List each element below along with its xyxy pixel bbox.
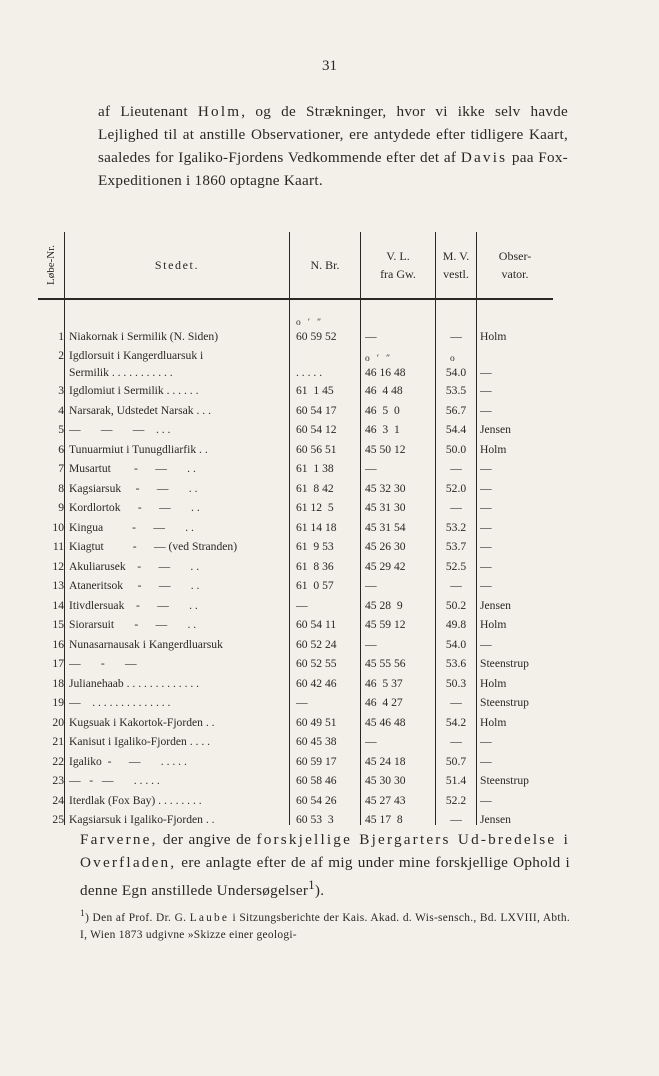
- row-m-v: 51.4: [445, 774, 467, 788]
- row-observator: Holm: [480, 329, 507, 343]
- row-v-l: 46 16 48: [365, 366, 406, 379]
- row-number: 13: [52, 579, 64, 593]
- row-n-br: 60 52 55: [296, 657, 337, 671]
- row-observator: Jensen: [480, 423, 511, 437]
- row-place: Musartut - — . .: [69, 462, 196, 476]
- row-observator: —: [480, 579, 492, 593]
- row-m-v: 53.2: [445, 520, 467, 534]
- row-n-br: 60 49 51: [296, 715, 337, 729]
- row-place: Narsarak, Udstedet Narsak . . .: [69, 403, 211, 417]
- table-row: [38, 715, 553, 730]
- table-row: [38, 578, 553, 593]
- row-place: Nunasarnausak i Kangerdluarsuk: [69, 637, 223, 651]
- table-row: [38, 812, 553, 827]
- row-m-v: 54.2: [445, 715, 467, 729]
- row-observator: Jensen: [480, 813, 511, 827]
- table-row: [38, 773, 553, 788]
- row-place: Igaliko - — . . . . .: [69, 754, 187, 768]
- row-v-l: 45 24 18: [365, 754, 406, 768]
- table-row: [38, 422, 553, 437]
- row-m-v: 54.4: [445, 423, 467, 437]
- row-m-v: —: [450, 329, 462, 343]
- footnote-author: Laube: [189, 911, 230, 924]
- row-v-l: 45 55 56: [365, 657, 406, 671]
- header-lobe-nr-label: Løbe-Nr.: [45, 244, 58, 286]
- row-observator: —: [480, 754, 492, 768]
- page-number: 31: [322, 58, 337, 74]
- row-v-l: 45 32 30: [365, 481, 406, 495]
- row-place: Julianehaab . . . . . . . . . . . . .: [69, 676, 200, 690]
- row-m-v: 56.7: [445, 403, 467, 417]
- table-row: [38, 676, 553, 691]
- header-m-v-line2: vestl.: [443, 267, 469, 281]
- table-row: [38, 598, 553, 613]
- column-divider: [64, 232, 65, 298]
- row-place: Itivdlersuak - — . .: [69, 598, 198, 612]
- row-v-l: 46 4 27: [365, 696, 403, 710]
- row-number: 12: [52, 559, 64, 573]
- header-v-l: [361, 232, 435, 298]
- row-observator: —: [480, 366, 492, 379]
- row-place: Igdlomiut i Sermilik . . . . . .: [69, 384, 199, 398]
- row-m-v: —: [450, 462, 462, 476]
- row-n-br: 60 58 46: [296, 774, 337, 788]
- row-place: — - —: [69, 657, 137, 671]
- row-m-v: 54.0: [445, 637, 467, 651]
- header-stedet: [65, 232, 289, 298]
- row-number: 9: [58, 501, 64, 515]
- outro-plain-1: der angive de: [157, 831, 257, 848]
- table-row: [38, 348, 553, 363]
- row-m-v: 50.0: [445, 442, 467, 456]
- row-number: 15: [52, 618, 64, 632]
- row-v-l: —: [365, 462, 377, 476]
- row-m-v: 49.8: [445, 618, 467, 632]
- row-v-l: 45 59 12: [365, 618, 406, 632]
- column-divider: [435, 232, 436, 298]
- row-m-v: 53.5: [445, 384, 467, 398]
- row-number: 25: [52, 813, 64, 827]
- row-n-br: 60 42 46: [296, 676, 337, 690]
- outro-spaced-2: forskjellige Bjergarters Ud-bredelse i Overfladen,: [80, 831, 570, 871]
- row-observator: Jensen: [480, 598, 511, 612]
- outro-end: ).: [314, 882, 325, 900]
- row-v-l: 46 3 1: [365, 423, 400, 437]
- row-n-br: 61 8 36: [296, 559, 334, 573]
- row-place: Niakornak i Sermilik (N. Siden): [69, 329, 219, 343]
- row-number: 7: [58, 462, 64, 476]
- row-place: — - — . . . . .: [69, 774, 160, 788]
- row-v-l: 45 50 12: [365, 442, 406, 456]
- row-observator: —: [480, 793, 492, 807]
- row-observator: —: [480, 462, 492, 476]
- intro-text-start: af Lieutenant: [98, 103, 198, 120]
- row-observator: Steenstrup: [480, 696, 529, 710]
- row-observator: —: [480, 403, 492, 417]
- row-n-br: 60 52 24: [296, 637, 337, 651]
- row-n-br: —: [296, 696, 308, 710]
- row-place: Kordlortok - — . .: [69, 501, 200, 515]
- row-place: Kiagtut - — (ved Stranden): [69, 540, 238, 554]
- footnote-text-end: i Sitzungsberichte der Kais. Akad. d. Wis-sensch., Bd. LXVIII, Abth. I, Wien 1873 udgivne »Skizze einer geologi-: [80, 911, 570, 941]
- table-header: [38, 232, 553, 300]
- row-n-br: 60 59 52: [296, 329, 337, 343]
- row-n-br: 61 8 42: [296, 481, 334, 495]
- row-number: 10: [52, 520, 64, 534]
- row-observator: Holm: [480, 618, 507, 632]
- table-row: [38, 734, 553, 749]
- header-observator: [477, 232, 553, 298]
- row-v-l: —: [365, 735, 377, 749]
- table-row: [38, 637, 553, 652]
- row-number: 11: [52, 540, 64, 554]
- table-row: [38, 383, 553, 398]
- footnote-mark: 1: [80, 909, 86, 919]
- row-observator: Holm: [480, 676, 507, 690]
- row-place: Siorarsuit - — . .: [69, 618, 197, 632]
- row-place: Kingua - — . .: [69, 520, 194, 534]
- row-v-l: 45 46 48: [365, 715, 406, 729]
- table-row: [38, 539, 553, 554]
- table-row: [38, 520, 553, 535]
- table-row: [38, 481, 553, 496]
- row-v-l: 45 30 30: [365, 774, 406, 788]
- row-observator: —: [480, 735, 492, 749]
- header-v-l-line1: V. L.: [386, 249, 410, 263]
- row-number: 8: [58, 481, 64, 495]
- row-v-l: —: [365, 329, 377, 343]
- row-n-br: —: [296, 598, 308, 612]
- row-n-br: 61 12 5: [296, 501, 334, 515]
- row-m-v: 53.7: [445, 540, 467, 554]
- row-observator: —: [480, 501, 492, 515]
- row-number: 14: [52, 598, 64, 612]
- row-n-br: 61 9 53: [296, 540, 334, 554]
- table-row: [38, 461, 553, 476]
- observation-table: [38, 232, 553, 825]
- outro-spaced-1: Farverne,: [80, 831, 158, 848]
- row-v-l: 46 4 48: [365, 384, 403, 398]
- row-number: 17: [52, 657, 64, 671]
- row-place: Tunuarmiut i Tunugdliarfik . .: [69, 442, 208, 456]
- row-place: Ataneritsok - — . .: [69, 579, 200, 593]
- table-row: [38, 365, 553, 380]
- row-number: 21: [52, 735, 64, 749]
- row-observator: —: [480, 384, 492, 398]
- row-v-l: —: [365, 637, 377, 651]
- row-place: — . . . . . . . . . . . . . .: [69, 696, 171, 710]
- table-body: [38, 300, 553, 825]
- row-observator: Steenstrup: [480, 657, 529, 671]
- row-number: 19: [52, 696, 64, 710]
- row-v-l: 46 5 0: [365, 403, 400, 417]
- closing-paragraph: [80, 828, 570, 902]
- intro-name-holm: Holm: [197, 103, 242, 120]
- intro-paragraph: [98, 100, 568, 192]
- row-place: Igdlorsuit i Kangerdluarsuk i: [69, 349, 204, 363]
- row-n-br: 61 0 57: [296, 579, 334, 593]
- intro-name-davis: Davis: [460, 149, 508, 166]
- row-n-br: 60 54 17: [296, 403, 337, 417]
- row-n-br: 60 54 12: [296, 423, 337, 437]
- header-n-br: [290, 232, 360, 298]
- intro-text-middle: , og de Strækninger, hvor vi ikke selv havde Lejlighed til at anstille Observationer, ere antydede efter tidligere Kaart, saaledes for Igaliko-Fjordens Vedkommende efter det af: [98, 103, 568, 166]
- intro-text-end: paa Fox-Expeditionen i 1860 optagne Kaart.: [98, 149, 568, 189]
- row-m-v: —: [450, 579, 462, 593]
- table-row: [38, 656, 553, 671]
- table-row: [38, 403, 553, 418]
- row-m-v: —: [450, 501, 462, 515]
- row-n-br: 61 1 38: [296, 462, 334, 476]
- row-n-br: 61 1 45: [296, 384, 334, 398]
- row-place: Kagsiarsuk i Igaliko-Fjorden . .: [69, 813, 215, 827]
- table-row: [38, 329, 553, 344]
- outro-plain-2: ere anlagte efter de af mig under mine forskjellige Ophold i denne Egn anstillede Undersøgelser: [80, 854, 570, 900]
- row-place: Iterdlak (Fox Bay) . . . . . . . .: [69, 793, 202, 807]
- table-row: [38, 695, 553, 710]
- row-v-l: 45 28 9: [365, 598, 403, 612]
- column-divider: [289, 232, 290, 298]
- header-v-l-line2: fra Gw.: [380, 267, 416, 281]
- header-lobe-nr: [38, 232, 64, 298]
- row-n-br: 60 56 51: [296, 442, 337, 456]
- degree-mark-v-l: o ′ ″: [365, 354, 391, 364]
- row-place: Sermilik . . . . . . . . . . .: [69, 366, 173, 379]
- table-row: [38, 442, 553, 457]
- footnote-text-start: ) Den af Prof. Dr. G.: [85, 911, 190, 924]
- row-place: Kugsuak i Kakortok-Fjorden . .: [69, 715, 215, 729]
- row-number: 6: [58, 442, 64, 456]
- row-v-l: 46 5 37: [365, 676, 403, 690]
- row-v-l: —: [365, 579, 377, 593]
- row-observator: —: [480, 540, 492, 554]
- row-observator: Holm: [480, 442, 507, 456]
- table-row: [38, 754, 553, 769]
- header-n-br-label: N. Br.: [310, 258, 340, 272]
- row-m-v: 52.0: [445, 481, 467, 495]
- row-v-l: 45 26 30: [365, 540, 406, 554]
- row-v-l: 45 31 54: [365, 520, 406, 534]
- header-observator-line1: Obser-: [498, 249, 532, 263]
- header-observator-line2: vator.: [501, 267, 529, 281]
- row-v-l: 45 17 8: [365, 813, 403, 827]
- row-m-v: 54.0: [445, 366, 467, 379]
- header-m-v-line1: M. V.: [442, 249, 470, 263]
- row-m-v: 50.3: [445, 676, 467, 690]
- row-m-v: 50.7: [445, 754, 467, 768]
- row-number: 1: [58, 329, 64, 343]
- row-number: 5: [58, 423, 64, 437]
- row-place: Kanisut i Igaliko-Fjorden . . . .: [69, 735, 211, 749]
- row-n-br: 61 14 18: [296, 520, 337, 534]
- table-row: [38, 559, 553, 574]
- table-row: [38, 617, 553, 632]
- row-m-v: 52.2: [445, 793, 467, 807]
- row-v-l: 45 31 30: [365, 501, 406, 515]
- row-observator: —: [480, 559, 492, 573]
- header-m-v: [436, 232, 476, 298]
- row-place: Akuliarusek - — . .: [69, 559, 200, 573]
- row-place: — — — . . .: [69, 423, 171, 437]
- row-observator: Holm: [480, 715, 507, 729]
- row-n-br: 60 45 38: [296, 735, 337, 749]
- column-divider: [476, 232, 477, 298]
- row-observator: —: [480, 481, 492, 495]
- row-number: 23: [52, 774, 64, 788]
- header-stedet-label: Stedet.: [154, 258, 200, 272]
- row-m-v: —: [450, 813, 462, 827]
- row-observator: —: [480, 637, 492, 651]
- row-n-br: 60 54 11: [296, 618, 337, 632]
- row-place: Kagsiarsuk - — . .: [69, 481, 198, 495]
- row-n-br: . . . . .: [296, 366, 323, 379]
- row-m-v: —: [450, 735, 462, 749]
- footnote-reference: 1: [308, 878, 315, 892]
- table-row: [38, 793, 553, 808]
- row-number: 20: [52, 715, 64, 729]
- degree-mark-n-br: o ′ ″: [296, 317, 322, 328]
- row-number: 2: [58, 349, 64, 363]
- table-row: [38, 500, 553, 515]
- column-divider: [360, 232, 361, 298]
- row-number: 24: [52, 793, 64, 807]
- row-n-br: 60 54 26: [296, 793, 337, 807]
- row-n-br: 60 53 3: [296, 813, 334, 827]
- row-number: 22: [52, 754, 64, 768]
- row-number: 16: [52, 637, 64, 651]
- row-v-l: 45 29 42: [365, 559, 406, 573]
- row-m-v: 50.2: [445, 598, 467, 612]
- row-v-l: 45 27 43: [365, 793, 406, 807]
- row-m-v: 52.5: [445, 559, 467, 573]
- row-m-v: 53.6: [445, 657, 467, 671]
- row-number: 4: [58, 403, 64, 417]
- footnote: [80, 906, 570, 944]
- row-n-br: 60 59 17: [296, 754, 337, 768]
- row-number: 3: [58, 384, 64, 398]
- row-m-v: —: [450, 696, 462, 710]
- row-number: 18: [52, 676, 64, 690]
- row-observator: —: [480, 520, 492, 534]
- row-observator: Steenstrup: [480, 774, 529, 788]
- degree-mark-m-v: o: [450, 354, 455, 364]
